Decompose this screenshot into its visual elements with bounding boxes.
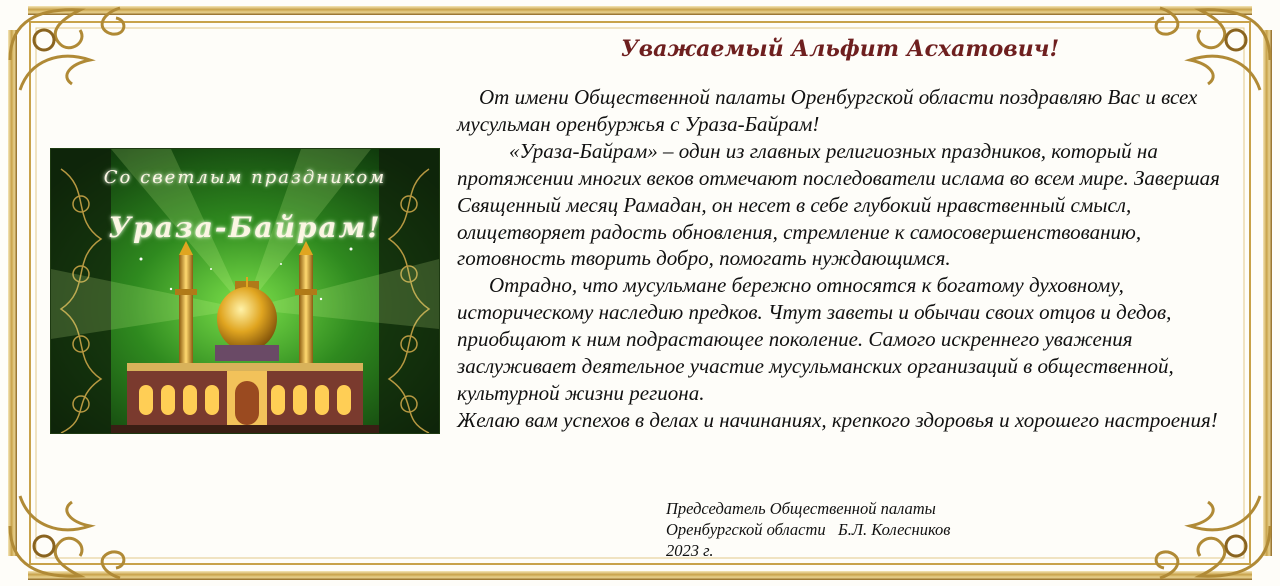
letter-paragraph: «Ураза-Байрам» – один из главных религиозных праздников, который на протяжении многих веков отмечают последователи ислама во всем мире. Завершая Священный месяц Рамадан, он несет в себе глубокий нравственный смысл, олицетворяет радость обновления, стремление к самосовершенствованию, готовность творить добро, помогать нуждающимся. <box>457 138 1220 271</box>
letter-body <box>457 84 1247 434</box>
letter-signature <box>666 498 950 561</box>
signature-year: 2023 г. <box>666 541 714 560</box>
corner-flourish-bottom-right <box>1156 496 1270 578</box>
corner-flourish-top-left <box>10 8 124 90</box>
letter-salutation: Уважаемый Альфит Асхатович! <box>620 36 1060 62</box>
corner-flourish-top-right <box>1156 8 1270 90</box>
corner-flourish-bottom-left <box>10 496 124 578</box>
letter-paragraph: От имени Общественной палаты Оренбургской области поздравляю Вас и всех мусульман оренбуржья с Ураза-Байрам! <box>457 85 1198 136</box>
card-greeting-line-1: Со светлым праздником <box>103 167 387 188</box>
card-greeting-line-2: Ураза-Байрам! <box>108 211 382 244</box>
signature-name: Оренбургской области Б.Л. Колесников <box>666 520 951 539</box>
letter-paragraph: Желаю вам успехов в делах и начинаниях, крепкого здоровья и хорошего настроения! <box>457 407 1218 432</box>
signature-position: Председатель Общественной палаты <box>666 499 936 518</box>
mosque-illustration <box>51 149 439 433</box>
holiday-card-image <box>50 148 440 434</box>
letter-paragraph: Отрадно, что мусульмане бережно относятся к богатому духовному, историческому наследию предков. Чтут заветы и обычаи своих отцов и дедов, приобщают к ним подрастающее поколение. Самого искреннего уважения заслуживает деятельное участие мусульманских организаций в общественной, культурной жизни региона. <box>457 273 1174 405</box>
